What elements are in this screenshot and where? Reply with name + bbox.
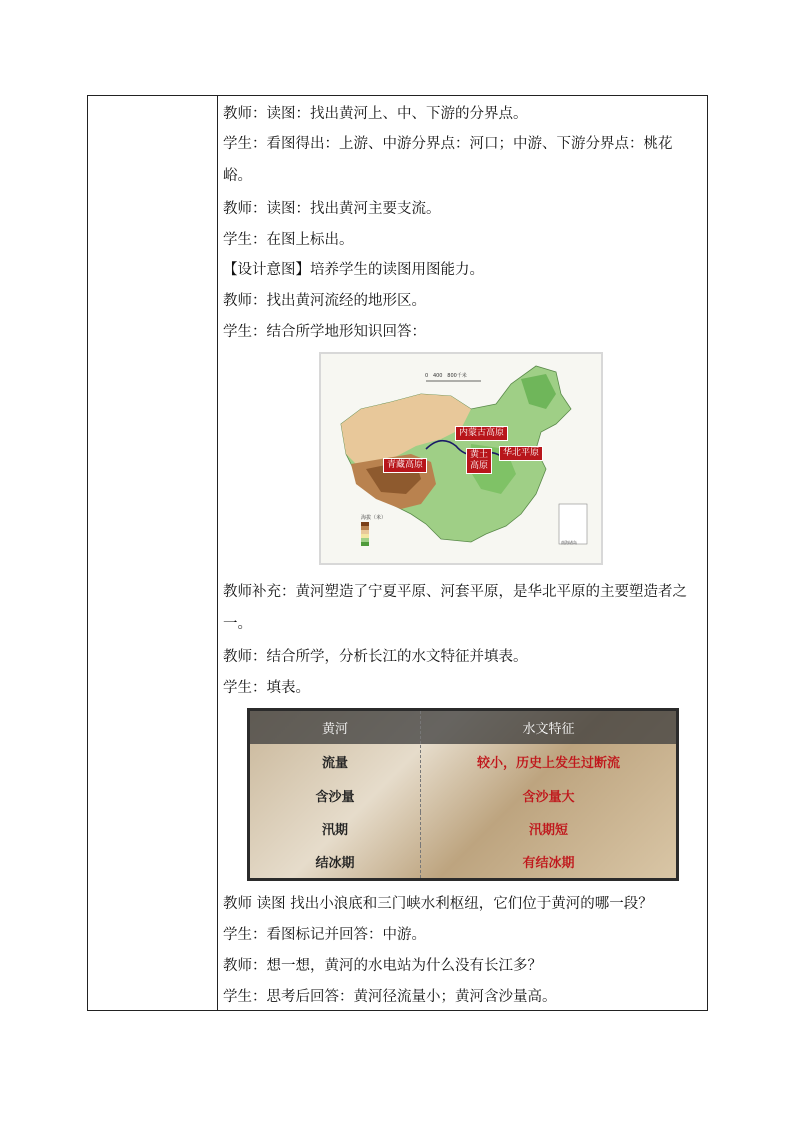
- row-value: 汛期短: [528, 823, 568, 838]
- text-line: 学生：思考后回答：黄河径流量小；黄河含沙量高。: [223, 989, 557, 1005]
- text-line: 学生：看图标记并回答：中游。: [223, 927, 426, 943]
- row-value: 含沙量大: [522, 790, 575, 805]
- table-row: [250, 779, 676, 812]
- inset-label: 南海诸岛: [561, 540, 577, 545]
- text-line: 教师：结合所学，分析长江的水文特征并填表。: [223, 649, 528, 665]
- hydrology-table: [247, 708, 679, 881]
- text-line: 教师：想一想，黄河的水电站为什么没有长江多？: [223, 958, 542, 974]
- terrain-map-graphic: [321, 354, 601, 563]
- legend-title: 海拔（米）: [361, 515, 387, 521]
- header-cell: 水文特征: [522, 722, 575, 737]
- row-label: 含沙量: [250, 779, 421, 812]
- china-terrain-map: [319, 352, 603, 565]
- design-intent: 【设计意图】培养学生的读图用图能力。: [223, 262, 484, 278]
- table-row: [250, 745, 676, 778]
- text-line: 学生：结合所学地形知识回答：: [223, 324, 426, 340]
- lesson-table: [87, 95, 708, 1011]
- table-row: [250, 812, 676, 845]
- row-label: 结冰期: [250, 845, 421, 878]
- text-line: 学生：填表。: [223, 680, 310, 696]
- row-label: 流量: [250, 745, 421, 778]
- left-column: [88, 96, 218, 1010]
- label-huangtu-plateau: 黄土 高原: [466, 448, 492, 474]
- header-cell: 黄河: [250, 711, 421, 744]
- text-line: 教师：找出黄河流经的地形区。: [223, 293, 426, 309]
- row-label: 汛期: [250, 812, 421, 845]
- table-header-row: [250, 711, 676, 744]
- label-huabei-plain: 华北平原: [499, 446, 543, 461]
- label-neimenggu-plateau: 内蒙古高原: [455, 426, 508, 441]
- text-line: 教师：读图：找出黄河上、中、下游的分界点。: [223, 106, 528, 122]
- text-line: 学生：看图得出：上游、中游分界点：河口；中游、下游分界点：桃花峪。: [223, 136, 673, 184]
- text-line: 教师：读图：找出黄河主要支流。: [223, 201, 441, 217]
- text-line: 学生：在图上标出。: [223, 232, 354, 248]
- row-value: 较小，历史上发生过断流: [476, 756, 620, 771]
- label-qingzang-plateau: 青藏高原: [383, 458, 427, 473]
- map-scale: 0 400 800千米: [425, 373, 467, 379]
- row-value: 有结冰期: [522, 856, 575, 871]
- text-line: 教师补充：黄河塑造了宁夏平原、河套平原，是华北平原的主要塑造者之一。: [223, 584, 687, 632]
- text-line: 教师 读图 找出小浪底和三门峡水利枢纽，它们位于黄河的哪一段？: [223, 896, 653, 912]
- table-row: [250, 845, 676, 878]
